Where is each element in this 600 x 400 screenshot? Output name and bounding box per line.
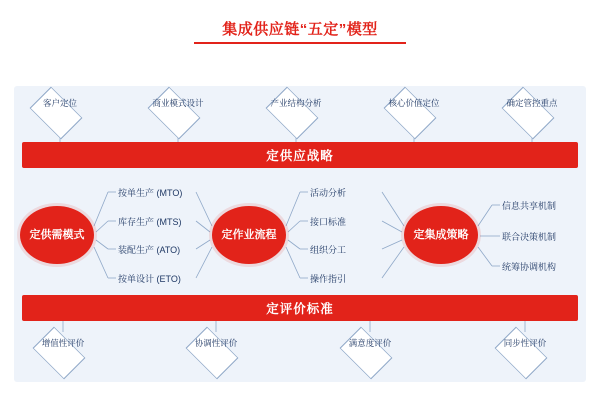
top-diamond-1[interactable] (29, 92, 91, 134)
top-diamond-4-label: 核心价值定位 (388, 98, 440, 108)
diamond-shape (186, 327, 239, 380)
branch-right-3: 统筹协调机构 (502, 262, 557, 272)
node-operation-process[interactable]: 定作业流程 (212, 206, 286, 264)
diamond-shape (33, 327, 86, 380)
evaluation-standard-bar[interactable]: 定评价标准 (22, 295, 578, 321)
diamond-shape (30, 87, 83, 140)
branch-middle-3: 组织分工 (310, 245, 347, 255)
bottom-diamond-1-label: 增值性评价 (41, 338, 85, 348)
branch-left-3: 装配生产 (ATO) (118, 245, 181, 255)
top-diamond-3[interactable] (265, 92, 327, 134)
bottom-diamond-4[interactable] (494, 332, 556, 374)
top-diamond-2-label: 商业模式设计 (152, 98, 204, 108)
diamond-shape (148, 87, 201, 140)
branch-right-1: 信息共享机制 (502, 201, 557, 211)
bottom-diamond-3[interactable] (339, 332, 401, 374)
diamond-shape (340, 327, 393, 380)
node-integration-strategy[interactable]: 定集成策略 (404, 206, 478, 264)
top-diamond-3-label: 产业结构分析 (270, 98, 322, 108)
branch-left-2: 库存生产 (MTS) (118, 217, 182, 227)
diamond-shape (384, 87, 437, 140)
diamond-shape (266, 87, 319, 140)
diamond-shape (502, 87, 555, 140)
page-title: 集成供应链“五定”模型 (222, 21, 378, 38)
node-supply-demand-mode[interactable]: 定供需模式 (20, 206, 94, 264)
bottom-diamond-1[interactable] (32, 332, 94, 374)
supply-strategy-bar[interactable]: 定供应战略 (22, 142, 578, 168)
branch-middle-4: 操作指引 (310, 274, 347, 284)
branch-left-1: 按单生产 (MTO) (118, 188, 183, 198)
title-underline (194, 42, 406, 44)
top-diamond-5[interactable] (501, 92, 563, 134)
branch-right-2: 联合决策机制 (502, 232, 557, 242)
top-diamond-1-label: 客户定位 (42, 98, 77, 108)
diamond-shape (495, 327, 548, 380)
bottom-diamond-3-label: 满意度评价 (348, 338, 392, 348)
branch-middle-2: 接口标准 (310, 217, 347, 227)
bottom-diamond-4-label: 同步性评价 (503, 338, 547, 348)
top-diamond-2[interactable] (147, 92, 209, 134)
top-diamond-4[interactable] (383, 92, 445, 134)
branch-middle-1: 活动分析 (310, 188, 347, 198)
bottom-diamond-2-label: 协调性评价 (194, 338, 238, 348)
bottom-diamond-2[interactable] (185, 332, 247, 374)
top-diamond-5-label: 确定管控重点 (506, 98, 558, 108)
branch-left-4: 按单设计 (ETO) (118, 274, 181, 284)
